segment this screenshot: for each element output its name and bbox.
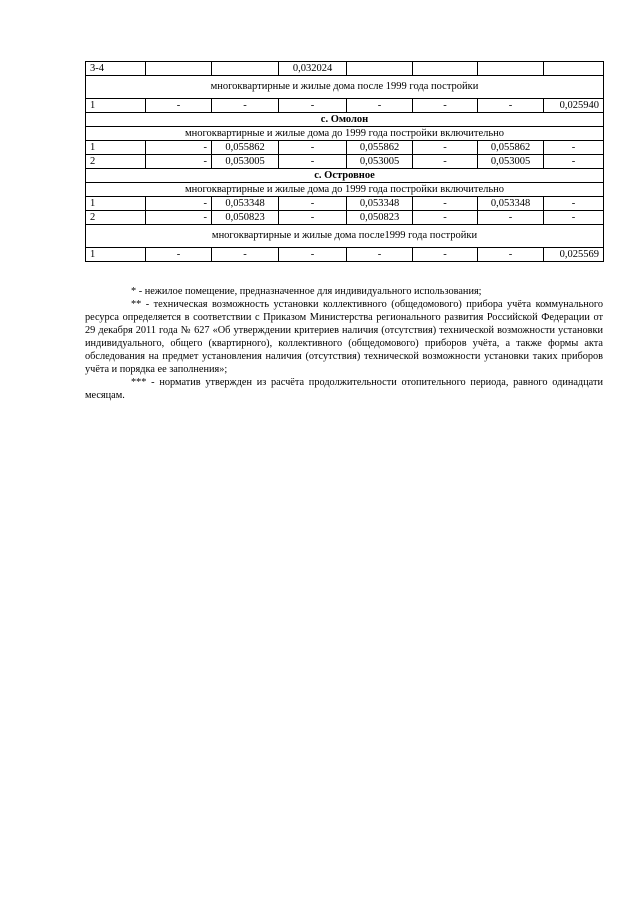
place-header-row: [86, 113, 604, 127]
table-cell: 0,053005: [347, 155, 413, 169]
place-header-ostrovnoe: с. Островное: [86, 169, 604, 183]
table-cell: -: [478, 248, 544, 262]
table-cell: -: [347, 99, 413, 113]
table-cell: -: [478, 99, 544, 113]
table-cell: [413, 62, 478, 76]
table-cell: -: [478, 211, 544, 225]
table-cell: -: [413, 155, 478, 169]
row-number: 1: [86, 141, 146, 155]
footnote-2: ** - техническая возможность установки коллективного (общедомового) прибора учёта коммунального ресурса определяется в соответствии с Приказом Министерства регионального развития Российской Федерации от 29 декабря 2011 года № 627 «Об утверждении критериев наличия (отсутствия) технической возможности установки индивидуального, общего (квартирного), коллективного (общедомового) приборов учёта, а также формы акта обследования на предмет установления наличия (отсутствия) технической возможности установки таких приборов учёта и порядка ее заполнения»;: [85, 299, 603, 375]
row-number: 3-4: [86, 62, 146, 76]
group-header-row: [86, 225, 604, 248]
table-cell: -: [544, 197, 604, 211]
table-cell: [478, 62, 544, 76]
table-cell: -: [413, 197, 478, 211]
table-row: [86, 155, 604, 169]
table-cell: 0,055862: [478, 141, 544, 155]
row-number: 1: [86, 248, 146, 262]
table-cell: 0,055862: [347, 141, 413, 155]
group-header: многоквартирные и жилые дома после 1999 года постройки: [86, 76, 604, 99]
table-cell: -: [279, 141, 347, 155]
table-row: [86, 197, 604, 211]
place-header-omolon: с. Омолон: [86, 113, 604, 127]
table-cell: 0,050823: [212, 211, 279, 225]
table-cell: -: [212, 248, 279, 262]
table-cell: -: [146, 197, 212, 211]
group-header-row: [86, 127, 604, 141]
table-cell: -: [279, 248, 347, 262]
table-cell: -: [279, 211, 347, 225]
row-number: 2: [86, 155, 146, 169]
footnotes: [85, 285, 603, 402]
table-cell: 0,025940: [544, 99, 604, 113]
table-cell: [212, 62, 279, 76]
document-page: [85, 61, 606, 402]
table-cell: -: [413, 248, 478, 262]
table-row: [86, 62, 604, 76]
table-cell: [347, 62, 413, 76]
table-cell: -: [146, 99, 212, 113]
row-number: 2: [86, 211, 146, 225]
table-cell: 0,050823: [347, 211, 413, 225]
table-cell: 0,053005: [212, 155, 279, 169]
group-header-row: [86, 76, 604, 99]
table-cell: -: [544, 141, 604, 155]
group-header-row: [86, 183, 604, 197]
table-cell: -: [544, 155, 604, 169]
table-cell: 0,055862: [212, 141, 279, 155]
table-cell: -: [279, 197, 347, 211]
table-row: [86, 141, 604, 155]
table-cell: [544, 62, 604, 76]
table-cell: 0,053348: [347, 197, 413, 211]
table-cell: -: [146, 155, 212, 169]
table-row: [86, 211, 604, 225]
table-cell: -: [212, 99, 279, 113]
table-cell: 0,025569: [544, 248, 604, 262]
table-row: [86, 99, 604, 113]
table-cell: -: [413, 141, 478, 155]
footnote-1: * - нежилое помещение, предназначенное для индивидуального использования;: [131, 286, 482, 297]
group-header: многоквартирные и жилые дома после1999 года постройки: [86, 225, 604, 248]
table-cell: 0,032024: [279, 62, 347, 76]
table-cell: -: [279, 99, 347, 113]
footnote-3: *** - норматив утвержден из расчёта продолжительности отопительного периода, равного одинадцати месяцам.: [85, 377, 603, 401]
place-header-row: [86, 169, 604, 183]
group-header: многоквартирные и жилые дома до 1999 года постройки включительно: [86, 127, 604, 141]
table-cell: -: [279, 155, 347, 169]
table-cell: 0,053005: [478, 155, 544, 169]
table-cell: -: [146, 211, 212, 225]
row-number: 1: [86, 197, 146, 211]
table-cell: -: [413, 211, 478, 225]
table-row: [86, 248, 604, 262]
row-number: 1: [86, 99, 146, 113]
table-cell: [146, 62, 212, 76]
table-cell: -: [544, 211, 604, 225]
table-cell: -: [413, 99, 478, 113]
group-header: многоквартирные и жилые дома до 1999 года постройки включительно: [86, 183, 604, 197]
table-cell: 0,053348: [478, 197, 544, 211]
norms-table: [85, 61, 604, 262]
table-cell: -: [347, 248, 413, 262]
table-cell: -: [146, 141, 212, 155]
table-cell: -: [146, 248, 212, 262]
table-cell: 0,053348: [212, 197, 279, 211]
